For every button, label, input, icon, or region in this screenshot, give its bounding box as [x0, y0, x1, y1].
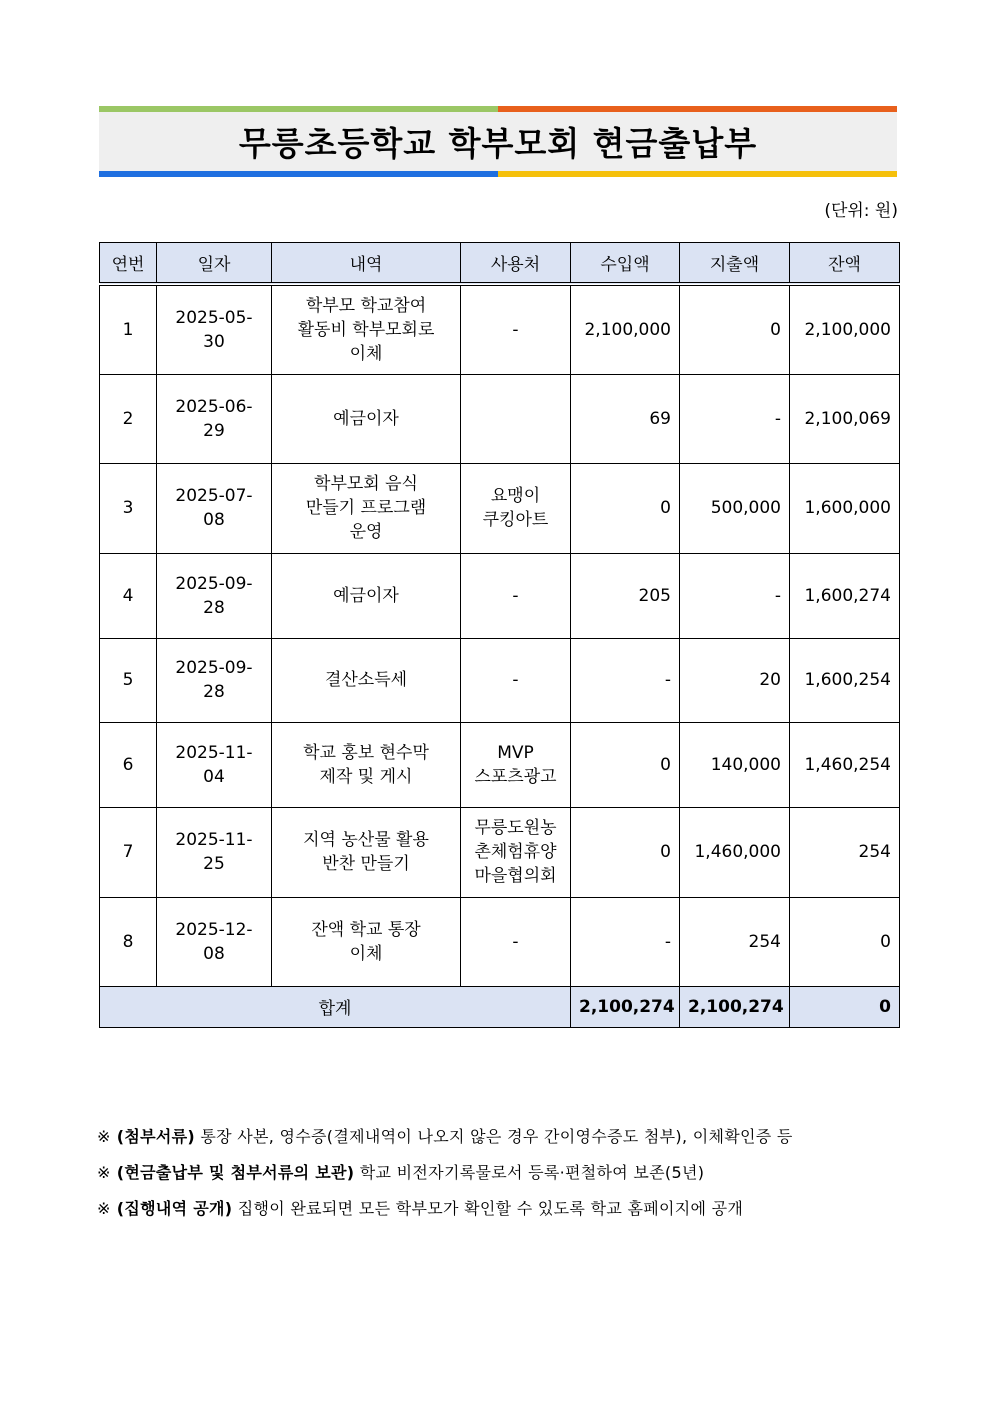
row-balance: 2,100,000 — [790, 284, 900, 374]
row-desc: 학부모 학교참여 활동비 학부모회로 이체 — [272, 284, 461, 374]
note-heading: (집행내역 공개) — [116, 1199, 233, 1218]
row-expense: - — [680, 553, 790, 638]
row-expense: 1,460,000 — [680, 807, 790, 897]
row-income: 0 — [571, 463, 680, 553]
row-payee: - — [461, 638, 571, 722]
row-no: 1 — [100, 284, 157, 374]
row-balance: 1,460,254 — [790, 722, 900, 807]
row-expense: 254 — [680, 897, 790, 986]
total-label: 합계 — [100, 986, 571, 1027]
note-heading: (첨부서류) — [116, 1127, 195, 1146]
unit-label: (단위: 원) — [824, 201, 898, 221]
row-payee: 무릉도원농 촌체험휴양 마을협의회 — [461, 807, 571, 897]
row-balance: 1,600,000 — [790, 463, 900, 553]
note-storage — [97, 1160, 897, 1196]
row-payee: 요맹이 쿠킹아트 — [461, 463, 571, 553]
row-desc: 잔액 학교 통장 이체 — [272, 897, 461, 986]
row-balance: 2,100,069 — [790, 374, 900, 463]
row-no: 3 — [100, 463, 157, 553]
row-income: 205 — [571, 553, 680, 638]
row-date: 2025-09-28 — [157, 638, 272, 722]
note-text: 통장 사본, 영수증(결제내역이 나오지 않은 경우 간이영수증도 첨부), 이체확인증 등 — [194, 1127, 793, 1146]
table-header — [100, 243, 900, 285]
row-expense: 20 — [680, 638, 790, 722]
row-balance: 1,600,274 — [790, 553, 900, 638]
cash-ledger-table — [99, 242, 900, 1028]
row-date: 2025-05-30 — [157, 284, 272, 374]
row-balance: 254 — [790, 807, 900, 897]
header-no: 연번 — [100, 243, 157, 285]
row-payee: - — [461, 284, 571, 374]
row-income: - — [571, 897, 680, 986]
row-desc: 학부모회 음식 만들기 프로그램 운영 — [272, 463, 461, 553]
row-payee — [461, 374, 571, 463]
table-body — [100, 284, 900, 986]
table-row — [100, 463, 900, 553]
row-no: 7 — [100, 807, 157, 897]
row-expense: 500,000 — [680, 463, 790, 553]
note-text: 집행이 완료되면 모든 학부모가 확인할 수 있도록 학교 홈페이지에 공개 — [232, 1199, 744, 1218]
row-desc: 예금이자 — [272, 374, 461, 463]
row-income: 69 — [571, 374, 680, 463]
note-mark: ※ — [97, 1163, 111, 1182]
note-mark: ※ — [97, 1127, 111, 1146]
row-expense: - — [680, 374, 790, 463]
row-no: 4 — [100, 553, 157, 638]
total-income: 2,100,274 — [571, 986, 680, 1027]
row-payee: - — [461, 897, 571, 986]
row-date: 2025-06-29 — [157, 374, 272, 463]
row-desc: 지역 농산물 활용 반찬 만들기 — [272, 807, 461, 897]
row-payee: - — [461, 553, 571, 638]
header-income: 수입액 — [571, 243, 680, 285]
note-disclosure — [97, 1196, 897, 1232]
row-income: 0 — [571, 722, 680, 807]
table-row — [100, 553, 900, 638]
row-income: 0 — [571, 807, 680, 897]
row-no: 5 — [100, 638, 157, 722]
row-desc: 예금이자 — [272, 553, 461, 638]
row-expense: 0 — [680, 284, 790, 374]
row-no: 8 — [100, 897, 157, 986]
page-title: 무릉초등학교 학부모회 현금출납부 — [238, 124, 758, 163]
note-attachments — [97, 1124, 897, 1160]
title-bar-bottom-right — [498, 171, 897, 177]
total-expense: 2,100,274 — [680, 986, 790, 1027]
note-mark: ※ — [97, 1199, 111, 1218]
row-income: 2,100,000 — [571, 284, 680, 374]
row-balance: 1,600,254 — [790, 638, 900, 722]
header-desc: 내역 — [272, 243, 461, 285]
total-row — [100, 986, 900, 1027]
header-expense: 지출액 — [680, 243, 790, 285]
row-balance: 0 — [790, 897, 900, 986]
row-date: 2025-07-08 — [157, 463, 272, 553]
row-no: 6 — [100, 722, 157, 807]
row-date: 2025-12-08 — [157, 897, 272, 986]
header-balance: 잔액 — [790, 243, 900, 285]
table-row — [100, 722, 900, 807]
header-date: 일자 — [157, 243, 272, 285]
row-desc: 결산소득세 — [272, 638, 461, 722]
header-payee: 사용처 — [461, 243, 571, 285]
table-footer — [100, 986, 900, 1027]
row-desc: 학교 홍보 현수막 제작 및 게시 — [272, 722, 461, 807]
table-row — [100, 284, 900, 374]
note-heading: (현금출납부 및 첨부서류의 보관) — [116, 1163, 355, 1182]
total-balance: 0 — [790, 986, 900, 1027]
table-row — [100, 374, 900, 463]
row-date: 2025-09-28 — [157, 553, 272, 638]
row-income: - — [571, 638, 680, 722]
table-row — [100, 638, 900, 722]
row-date: 2025-11-04 — [157, 722, 272, 807]
title-bar-bottom-left — [99, 171, 498, 177]
table-row — [100, 807, 900, 897]
row-expense: 140,000 — [680, 722, 790, 807]
row-no: 2 — [100, 374, 157, 463]
table-row — [100, 897, 900, 986]
row-payee: MVP 스포츠광고 — [461, 722, 571, 807]
row-date: 2025-11-25 — [157, 807, 272, 897]
note-text: 학교 비전자기록물로서 등록·편철하여 보존(5년) — [354, 1163, 705, 1182]
notes — [97, 1124, 897, 1232]
